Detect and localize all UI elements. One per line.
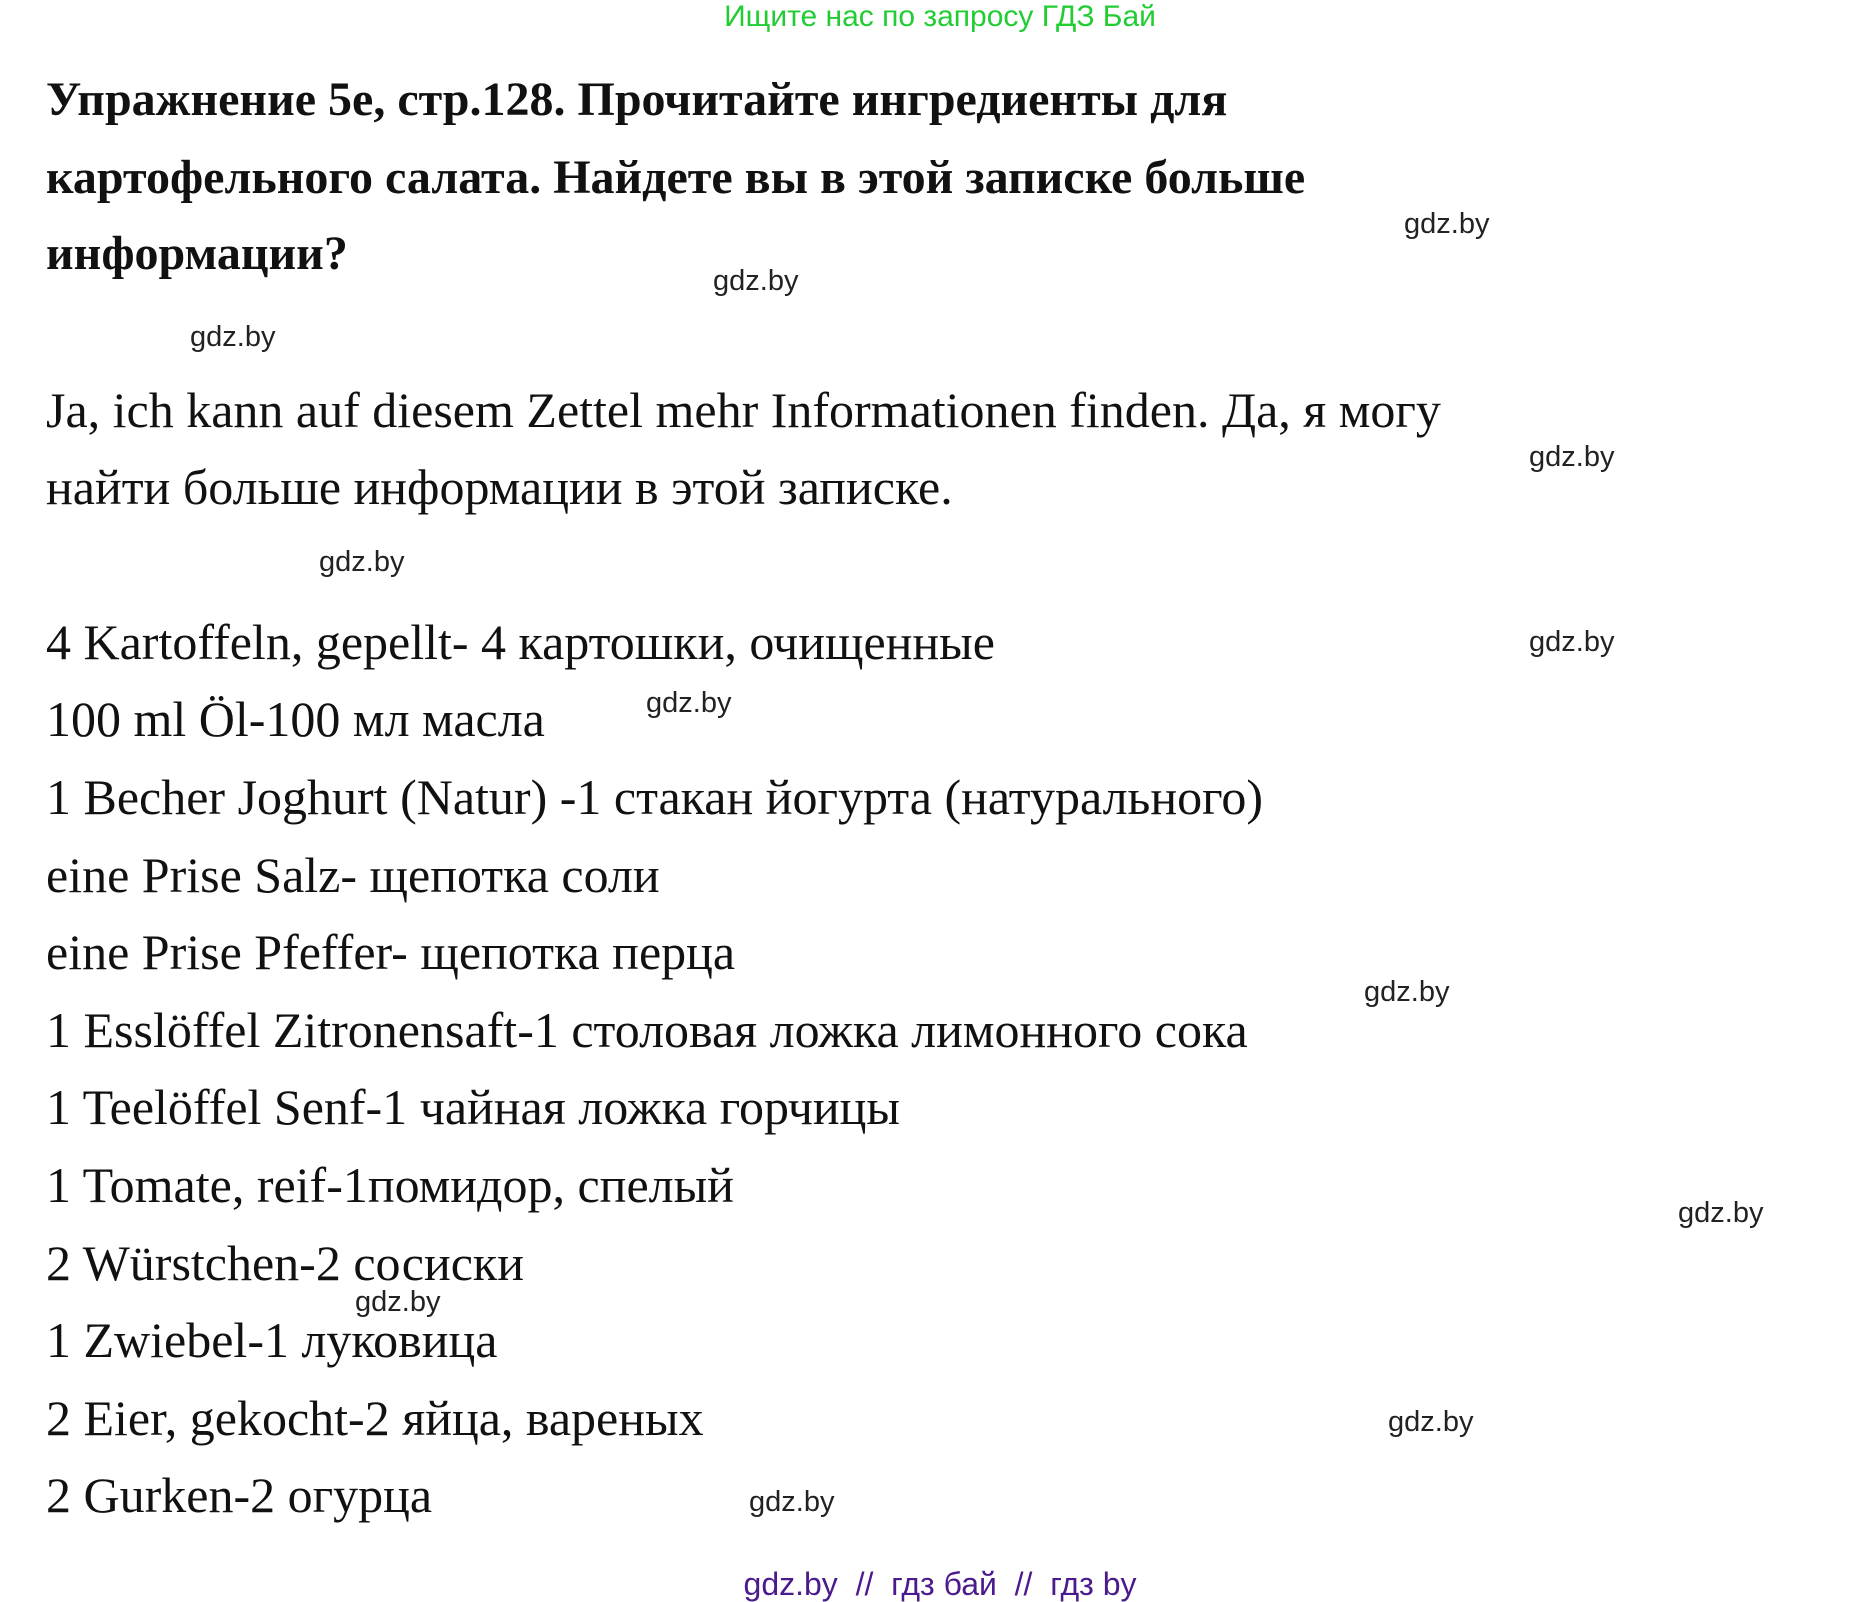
footer-links: gdz.by // гдз бай // гдз by (743, 1566, 1137, 1602)
list-item: 1 Esslöffel Zitronensaft-1 столовая ложка лимонного сока (46, 1002, 1248, 1058)
watermark: gdz.by (319, 546, 405, 578)
watermark: gdz.by (1678, 1197, 1764, 1229)
watermark: gdz.by (749, 1486, 835, 1518)
title-line: картофельного салата. Найдете вы в этой записке больше (46, 151, 1306, 204)
answer-line: Ja, ich kann auf diesem Zettel mehr Informationen finden. Да, я могу (46, 382, 1441, 438)
watermark: gdz.by (1388, 1406, 1474, 1438)
list-item: 1 Zwiebel-1 луковица (46, 1312, 498, 1368)
title-line: Упражнение 5е, стр.128. Прочитайте ингредиенты для (46, 73, 1228, 126)
list-item: 1 Tomate, reif-1помидор, спелый (46, 1157, 734, 1213)
watermark: gdz.by (1529, 441, 1615, 473)
watermark: gdz.by (713, 265, 799, 297)
watermark: gdz.by (355, 1286, 441, 1318)
list-item: eine Prise Salz- щепотка соли (46, 847, 660, 903)
list-item: 100 ml Öl-100 мл масла (46, 691, 545, 747)
watermark: gdz.by (1529, 626, 1615, 658)
list-item: eine Prise Pfeffer- щепотка перца (46, 924, 736, 980)
list-item: 2 Würstchen-2 сосиски (46, 1235, 524, 1291)
list-item: 1 Teelöffel Senf-1 чайная ложка горчицы (46, 1079, 901, 1135)
watermark: gdz.by (646, 687, 732, 719)
watermark: gdz.by (1364, 976, 1450, 1008)
watermark: gdz.by (190, 321, 276, 353)
list-item: 2 Eier, gekocht-2 яйца, вареных (46, 1390, 704, 1446)
list-item: 2 Gurken-2 огурца (46, 1467, 433, 1523)
list-item: 1 Becher Joghurt (Natur) -1 стакан йогурта (натурального) (46, 769, 1264, 825)
list-item: 4 Kartoffeln, gepellt- 4 картошки, очищенные (46, 614, 995, 670)
search-hint-banner: Ищите нас по запросу ГДЗ Бай (724, 0, 1156, 33)
answer-line: найти больше информации в этой записке. (46, 459, 953, 515)
watermark: gdz.by (1404, 208, 1490, 240)
title-line: информации? (46, 227, 348, 280)
